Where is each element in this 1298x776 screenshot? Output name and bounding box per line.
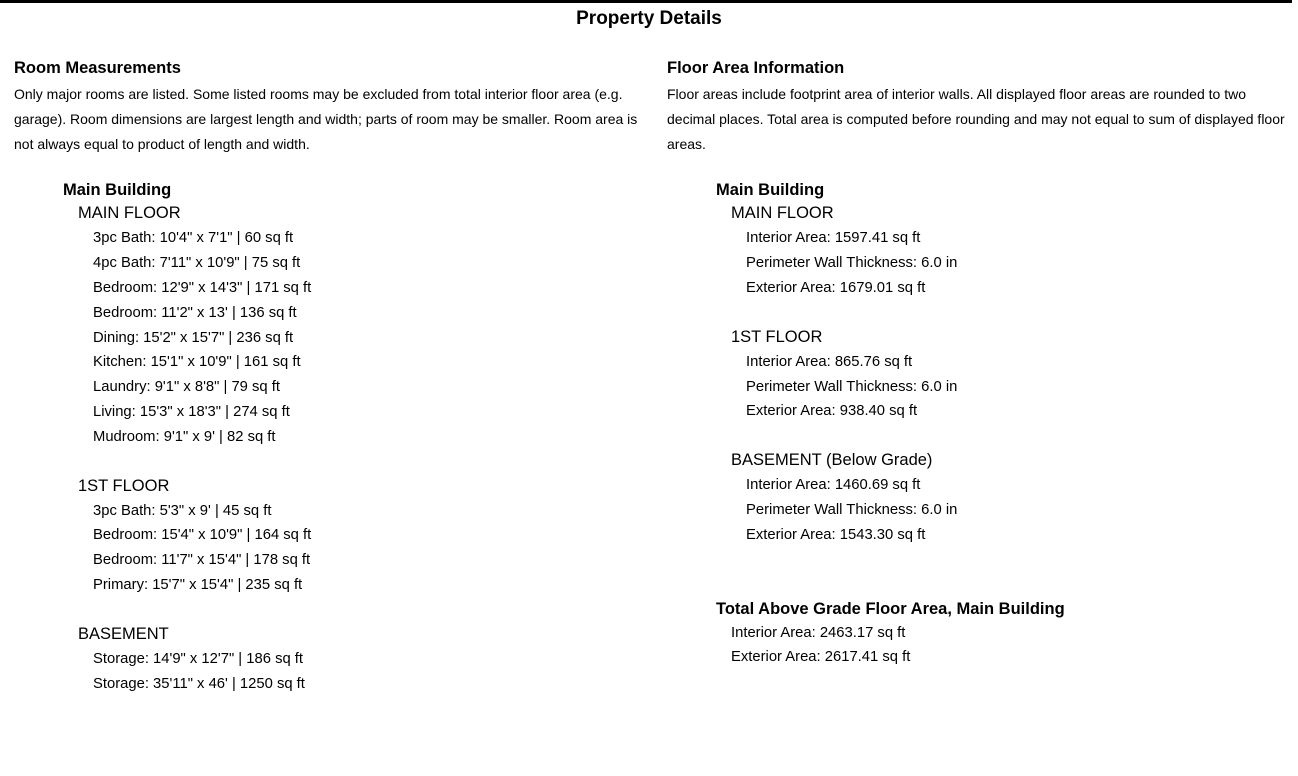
room-row: Bedroom: 11'7" x 15'4" | 178 sq ft bbox=[93, 552, 311, 569]
total-area-title: Total Above Grade Floor Area, Main Building bbox=[716, 599, 1065, 618]
floor-area-section bbox=[667, 58, 1295, 670]
interior-area: Interior Area: 1597.41 sq ft bbox=[746, 230, 921, 247]
room-floor-basement bbox=[78, 622, 644, 697]
floor-title: BASEMENT (Below Grade) bbox=[731, 451, 933, 470]
total-interior-area: Interior Area: 2463.17 sq ft bbox=[731, 624, 906, 641]
room-row: Bedroom: 11'2" x 13' | 136 sq ft bbox=[93, 304, 297, 321]
room-measurements-note: Only major rooms are listed. Some listed rooms may be excluded from total interior floor area (e.g. garage). Room dimensions are largest length and width; parts of room may be smaller. Room area is not always equal to product of length and width. bbox=[14, 86, 638, 152]
room-floor-1st bbox=[78, 474, 644, 598]
room-row: Storage: 14'9" x 12'7" | 186 sq ft bbox=[93, 650, 304, 667]
total-area-block bbox=[716, 597, 1295, 671]
area-floor-main bbox=[731, 201, 1295, 300]
area-floor-basement bbox=[731, 448, 1295, 547]
floor-title: 1ST FLOOR bbox=[731, 327, 823, 346]
total-exterior-area: Exterior Area: 2617.41 sq ft bbox=[731, 649, 911, 666]
floor-title: MAIN FLOOR bbox=[78, 204, 181, 223]
wall-thickness: Perimeter Wall Thickness: 6.0 in bbox=[746, 378, 958, 395]
floor-area-note: Floor areas include footprint area of interior walls. All displayed floor areas are rounded to two decimal places. Total area is computed before rounding and may not equal to sum of displayed floor areas. bbox=[667, 86, 1285, 152]
room-floor-main bbox=[78, 201, 644, 449]
room-row: Kitchen: 15'1" x 10'9" | 161 sq ft bbox=[93, 354, 301, 371]
top-rule bbox=[0, 0, 1292, 3]
page-title: Property Details bbox=[576, 8, 722, 29]
interior-area: Interior Area: 1460.69 sq ft bbox=[746, 477, 921, 494]
room-row: Bedroom: 15'4" x 10'9" | 164 sq ft bbox=[93, 527, 312, 544]
area-building-title: Main Building bbox=[716, 181, 825, 200]
floor-title: 1ST FLOOR bbox=[78, 476, 170, 495]
exterior-area: Exterior Area: 1679.01 sq ft bbox=[746, 279, 926, 296]
area-building-block bbox=[716, 179, 1295, 547]
room-row: Storage: 35'11" x 46' | 1250 sq ft bbox=[93, 675, 305, 692]
room-row: Laundry: 9'1" x 8'8" | 79 sq ft bbox=[93, 379, 280, 396]
room-row: 3pc Bath: 5'3" x 9' | 45 sq ft bbox=[93, 502, 272, 519]
exterior-area: Exterior Area: 1543.30 sq ft bbox=[746, 526, 926, 543]
wall-thickness: Perimeter Wall Thickness: 6.0 in bbox=[746, 501, 958, 518]
room-row: Living: 15'3" x 18'3" | 274 sq ft bbox=[93, 403, 290, 420]
room-row: 4pc Bath: 7'11" x 10'9" | 75 sq ft bbox=[93, 255, 301, 272]
room-building-block bbox=[63, 179, 644, 696]
floor-title: MAIN FLOOR bbox=[731, 204, 834, 223]
room-row: Bedroom: 12'9" x 14'3" | 171 sq ft bbox=[93, 279, 312, 296]
floor-area-heading: Floor Area Information bbox=[667, 59, 845, 77]
area-floor-1st bbox=[731, 325, 1295, 424]
exterior-area: Exterior Area: 938.40 sq ft bbox=[746, 403, 918, 420]
room-measurements-heading: Room Measurements bbox=[14, 59, 181, 77]
room-row: Primary: 15'7" x 15'4" | 235 sq ft bbox=[93, 576, 303, 593]
floor-title: BASEMENT bbox=[78, 624, 169, 643]
wall-thickness: Perimeter Wall Thickness: 6.0 in bbox=[746, 255, 958, 272]
room-row: Dining: 15'2" x 15'7" | 236 sq ft bbox=[93, 329, 294, 346]
room-measurements-section bbox=[14, 58, 644, 696]
room-row: 3pc Bath: 10'4" x 7'1" | 60 sq ft bbox=[93, 230, 294, 247]
interior-area: Interior Area: 865.76 sq ft bbox=[746, 353, 913, 370]
room-row: Mudroom: 9'1" x 9' | 82 sq ft bbox=[93, 428, 276, 445]
room-building-title: Main Building bbox=[63, 181, 172, 200]
